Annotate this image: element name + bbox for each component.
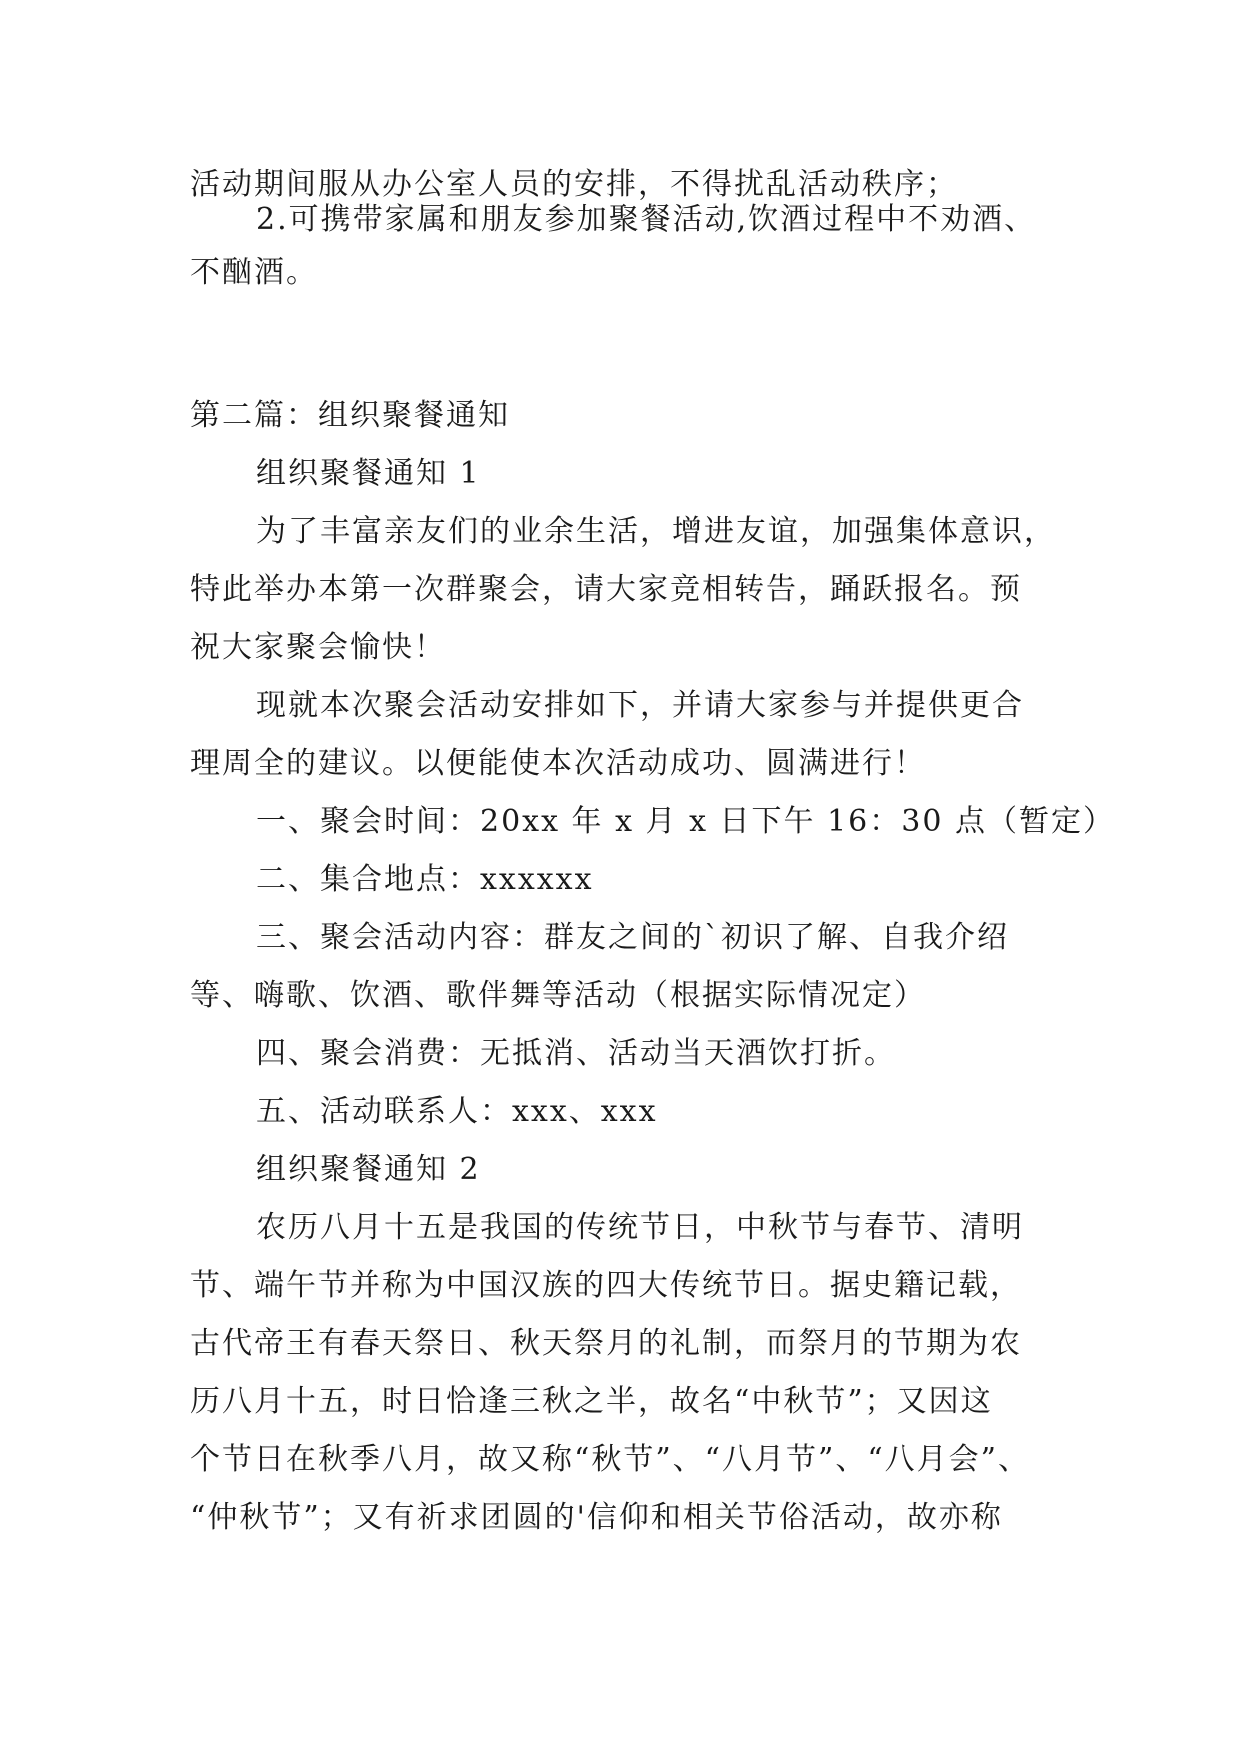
- paragraph-line: 活动期间服从办公室人员的安排，不得扰乱活动秩序；: [190, 167, 958, 202]
- section-heading: 第二篇：组织聚餐通知: [190, 398, 510, 433]
- paragraph-line: 现就本次聚会活动安排如下，并请大家参与并提供更合: [256, 688, 1024, 723]
- paragraph-line: 不酗酒。: [190, 255, 318, 290]
- paragraph-line: 古代帝王有春天祭日、秋天祭月的礼制，而祭月的节期为农: [190, 1326, 1022, 1361]
- paragraph-line: 等、嗨歌、饮酒、歌伴舞等活动（根据实际情况定）: [190, 978, 926, 1013]
- paragraph-line: 祝大家聚会愉快！: [190, 630, 446, 665]
- paragraph-line: 个节日在秋季八月，故又称“秋节”、“八月节”、“八月会”、: [190, 1442, 1031, 1477]
- paragraph-line: 理周全的建议。以便能使本次活动成功、圆满进行！: [190, 746, 926, 781]
- paragraph-line: 2.可携带家属和朋友参加聚餐活动,饮酒过程中不劝酒、: [256, 202, 1037, 237]
- paragraph-line: 特此举办本第一次群聚会，请大家竞相转告，踊跃报名。预: [190, 572, 1022, 607]
- list-item: 一、聚会时间：20xx 年 x 月 x 日下午 16：30 点（暂定）: [256, 804, 1115, 839]
- list-item: 五、活动联系人：xxx、xxx: [256, 1094, 658, 1129]
- subsection-title: 组织聚餐通知 1: [256, 456, 481, 491]
- paragraph-line: 节、端午节并称为中国汉族的四大传统节日。据史籍记载，: [190, 1268, 1022, 1303]
- list-item: 二、集合地点：xxxxxx: [256, 862, 594, 897]
- list-item: 四、聚会消费：无抵消、活动当天酒饮打折。: [256, 1036, 896, 1071]
- list-item: 三、聚会活动内容：群友之间的`初识了解、自我介绍: [256, 920, 1009, 955]
- subsection-title: 组织聚餐通知 2: [256, 1152, 481, 1187]
- paragraph-line: 历八月十五，时日恰逢三秋之半，故名“中秋节”；又因这: [190, 1384, 993, 1419]
- paragraph-line: 农历八月十五是我国的传统节日，中秋节与春节、清明: [256, 1210, 1024, 1245]
- paragraph-line: “仲秋节”；又有祈求团圆的'信仰和相关节俗活动，故亦称: [190, 1500, 1003, 1535]
- paragraph-line: 为了丰富亲友们的业余生活，增进友谊，加强集体意识，: [256, 514, 1056, 549]
